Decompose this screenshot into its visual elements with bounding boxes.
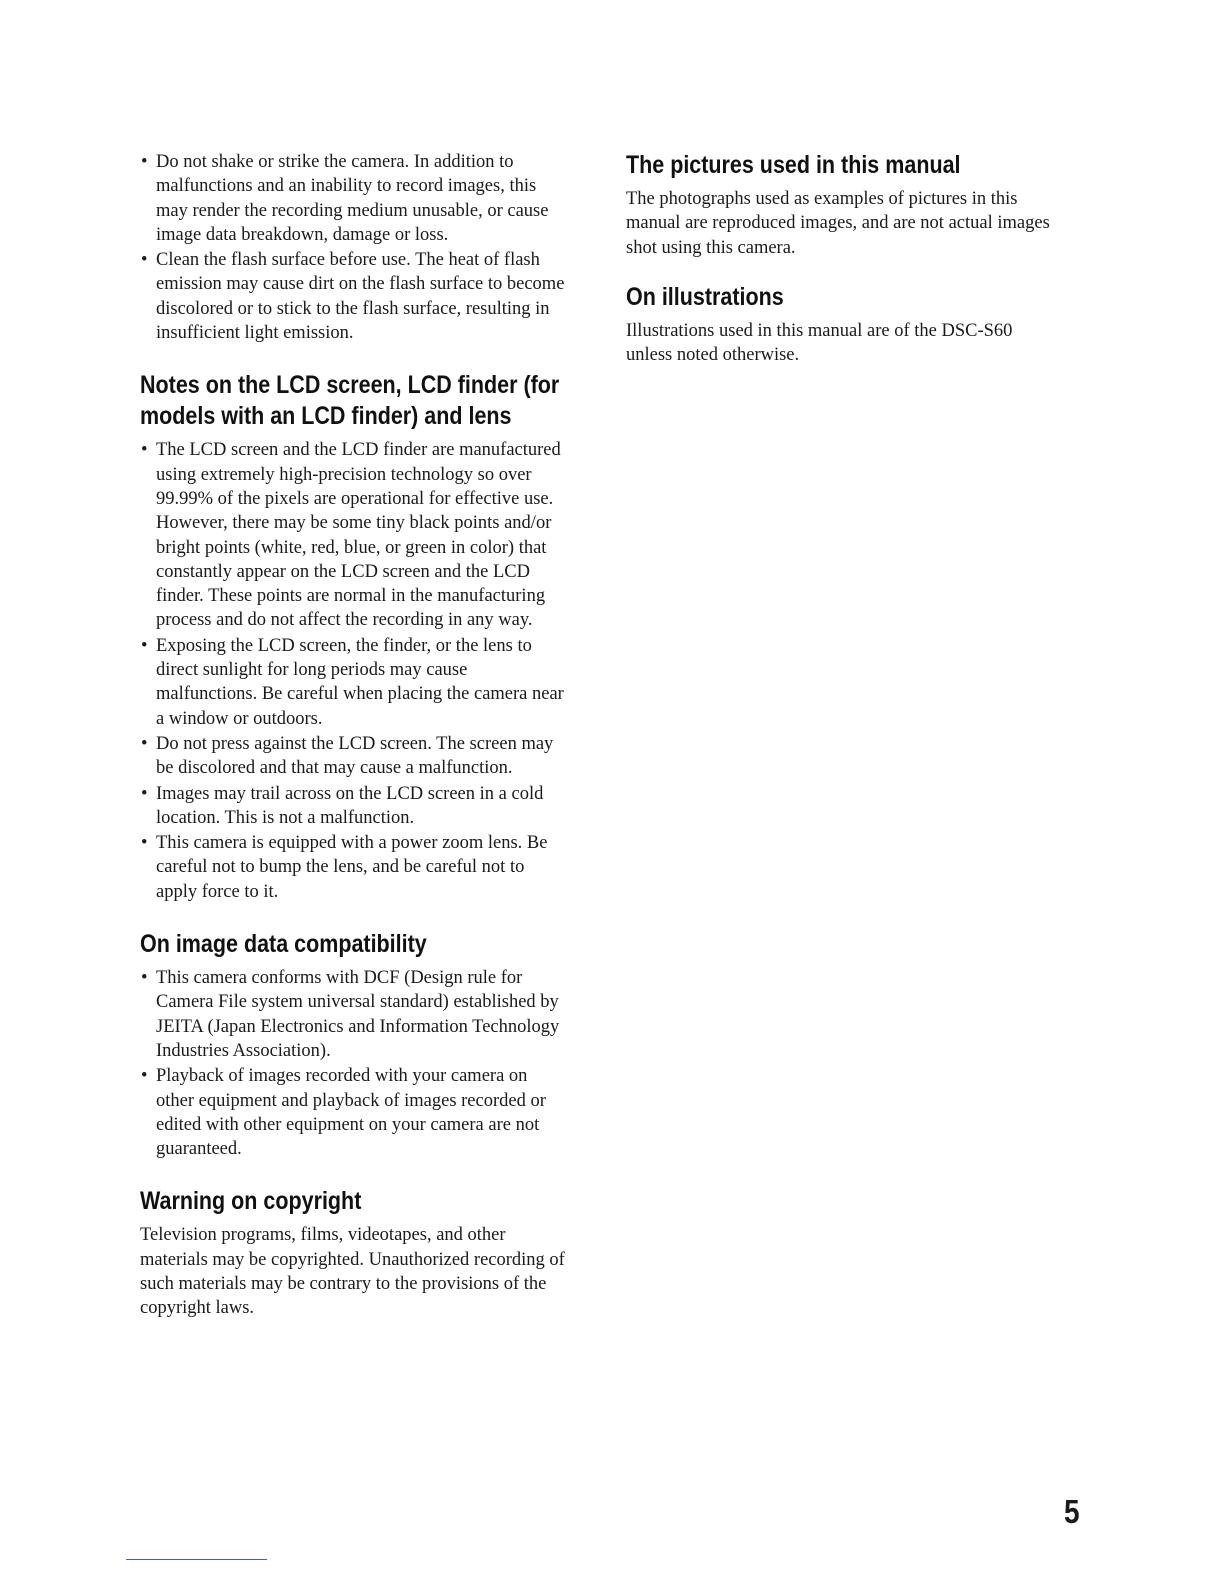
lcd-bullet-list (140, 438, 568, 904)
compatibility-bullet-list (140, 966, 568, 1161)
pictures-paragraph: The photographs used as examples of pictures in this manual are reproduced images, and are not actual images shot using this camera. (626, 189, 1050, 258)
list-item: • Clean the flash surface before use. The heat of flash emission may cause dirt on the flash surface to become discolored or to stick to the flash surface, resulting in insufficient light emission. (140, 248, 568, 345)
bottom-divider (126, 1559, 267, 1560)
lcd-section-heading: Notes on the LCD screen, LCD finder (for models with an LCD finder) and lens (140, 371, 560, 431)
list-item: • This camera conforms with DCF (Design rule for Camera File system universal standard) established by JEITA (Japan Electronics and Information Technology Industries Association). (140, 966, 568, 1063)
left-column (140, 150, 568, 1321)
list-item: • Do not press against the LCD screen. The screen may be discolored and that may cause a malfunction. (140, 732, 568, 781)
illustrations-paragraph: Illustrations used in this manual are of the DSC-S60 unless noted otherwise. (626, 320, 1013, 366)
list-item: • The LCD screen and the LCD finder are manufactured using extremely high-precision technology so over 99.99% of the pixels are operational for effective use. However, there may be some tiny black points and/or bright points (white, red, blue, or green in color) that constantly appear on the LCD screen and the LCD finder. These points are normal in the manufacturing process and do not affect the recording in any way. (140, 438, 568, 632)
page-number: 5 (1064, 1493, 1080, 1530)
copyright-section-heading: Warning on copyright (140, 1187, 362, 1216)
list-item: • This camera is equipped with a power zoom lens. Be careful not to bump the lens, and be careful not to apply force to it. (140, 831, 568, 904)
list-item: • Images may trail across on the LCD screen in a cold location. This is not a malfunction. (140, 782, 568, 831)
intro-bullet-list (140, 150, 568, 345)
illustrations-section-heading: On illustrations (626, 282, 784, 311)
copyright-paragraph: Television programs, films, videotapes, and other materials may be copyrighted. Unauthorized recording of such materials may be contrary to the provisions of the copyright laws. (140, 1225, 565, 1319)
pictures-section-heading: The pictures used in this manual (626, 151, 961, 179)
right-column (626, 150, 1056, 367)
list-item: • Do not shake or strike the camera. In addition to malfunctions and an inability to record images, this may render the recording medium unusable, or cause image data breakdown, damage or loss. (140, 150, 568, 247)
list-item: • Exposing the LCD screen, the finder, or the lens to direct sunlight for long periods may cause malfunctions. Be careful when placing the camera near a window or outdoors. (140, 634, 568, 731)
compatibility-section-heading: On image data compatibility (140, 930, 427, 959)
list-item: • Playback of images recorded with your camera on other equipment and playback of images recorded or edited with other equipment on your camera are not guaranteed. (140, 1064, 568, 1161)
